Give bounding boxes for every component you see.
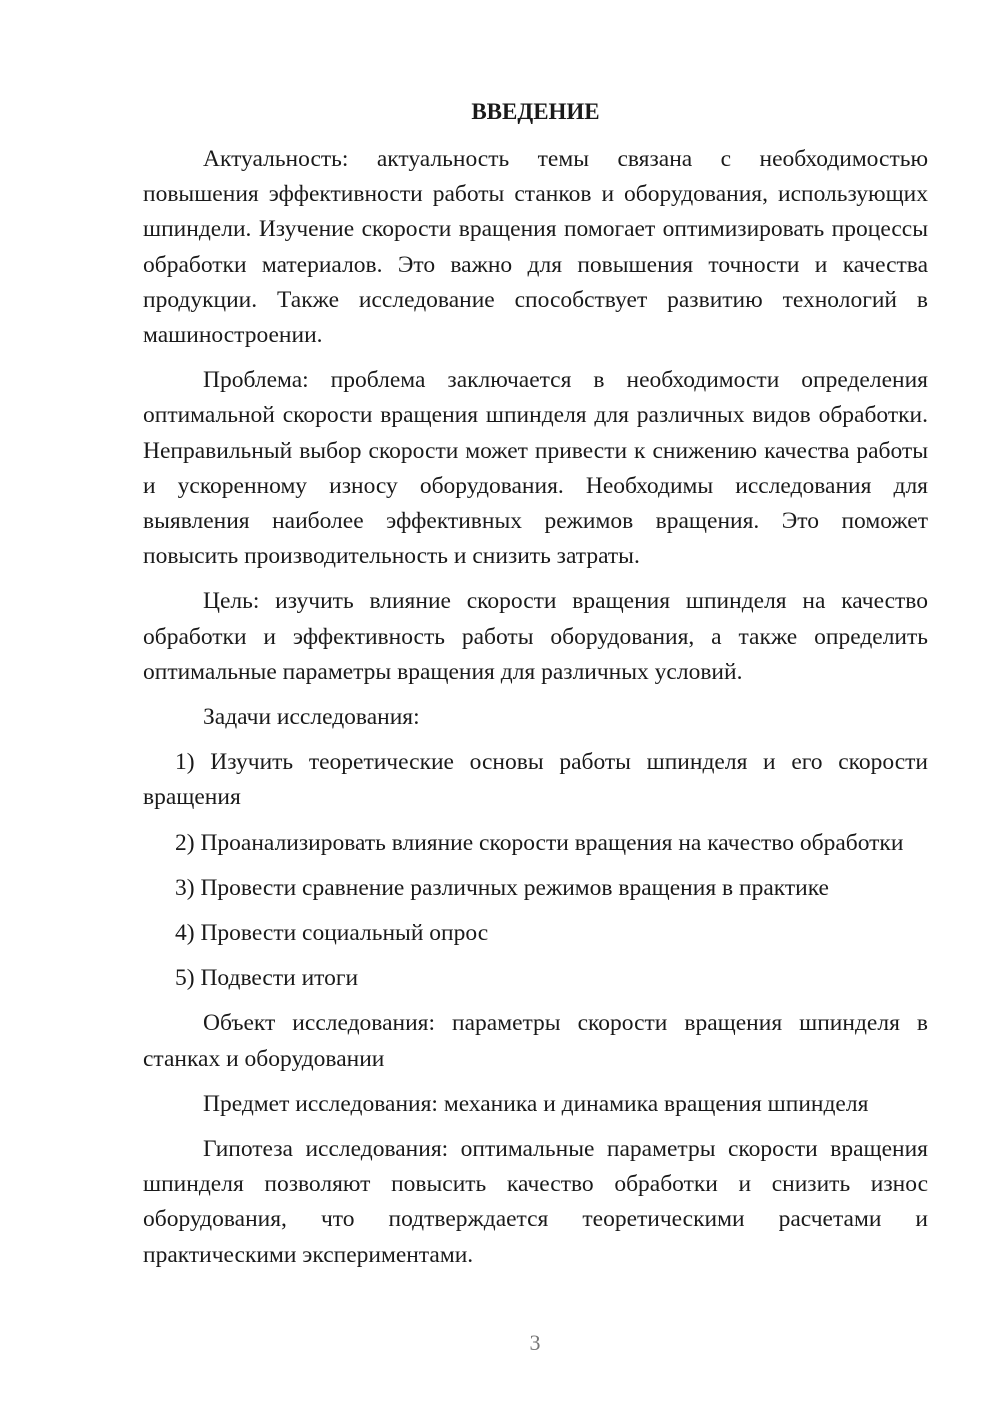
paragraph-object: Объект исследования: параметры скорости вращения шпинделя в станках и оборудовании: [143, 1010, 928, 1072]
task-item-2: 2) Проанализировать влияние скорости вращения на качество обработки: [175, 829, 904, 856]
task-item-5: 5) Подвести итоги: [175, 965, 359, 992]
paragraph-problem: Проблема: проблема заключается в необходимости определения оптимальной скорости вращения шпинделя для различных видов обработки. Неправильный выбор скорости может привести к снижению качества работы и ускоренному износу оборудования. Необходимы исследования для выявления наиболее эффективных режимов вращения. Это поможет повысить производительность и снизить затраты.: [143, 367, 928, 570]
paragraph-relevance: Актуальность: актуальность темы связана с необходимостью повышения эффективности работы станков и оборудования, использующих шпиндели. Изучение скорости вращения помогает оптимизировать процессы обработки материалов. Это важно для повышения точности и качества продукции. Также исследование способствует развитию технологий в машиностроении.: [143, 146, 928, 349]
task-item-1: 1) Изучить теоретические основы работы шпинделя и его скорости вращения: [143, 749, 928, 811]
paragraph-subject: Предмет исследования: механика и динамика вращения шпинделя: [203, 1090, 869, 1117]
paragraph-hypothesis: Гипотеза исследования: оптимальные параметры скорости вращения шпинделя позволяют повысить качество обработки и снизить износ оборудования, что подтверждается теоретическими расчетами и практическими экспериментами.: [143, 1136, 928, 1268]
paragraph-tasks-heading: Задачи исследования:: [203, 704, 420, 731]
task-item-4: 4) Провести социальный опрос: [175, 920, 489, 947]
document-page: [143, 92, 928, 1283]
task-item-3: 3) Провести сравнение различных режимов вращения в практике: [175, 874, 829, 901]
document-title: ВВЕДЕНИЕ: [471, 99, 600, 124]
paragraph-goal: Цель: изучить влияние скорости вращения шпинделя на качество обработки и эффективность работы оборудования, а также определить оптимальные параметры вращения для различных условий.: [143, 588, 928, 685]
page-number: 3: [529, 1330, 541, 1355]
